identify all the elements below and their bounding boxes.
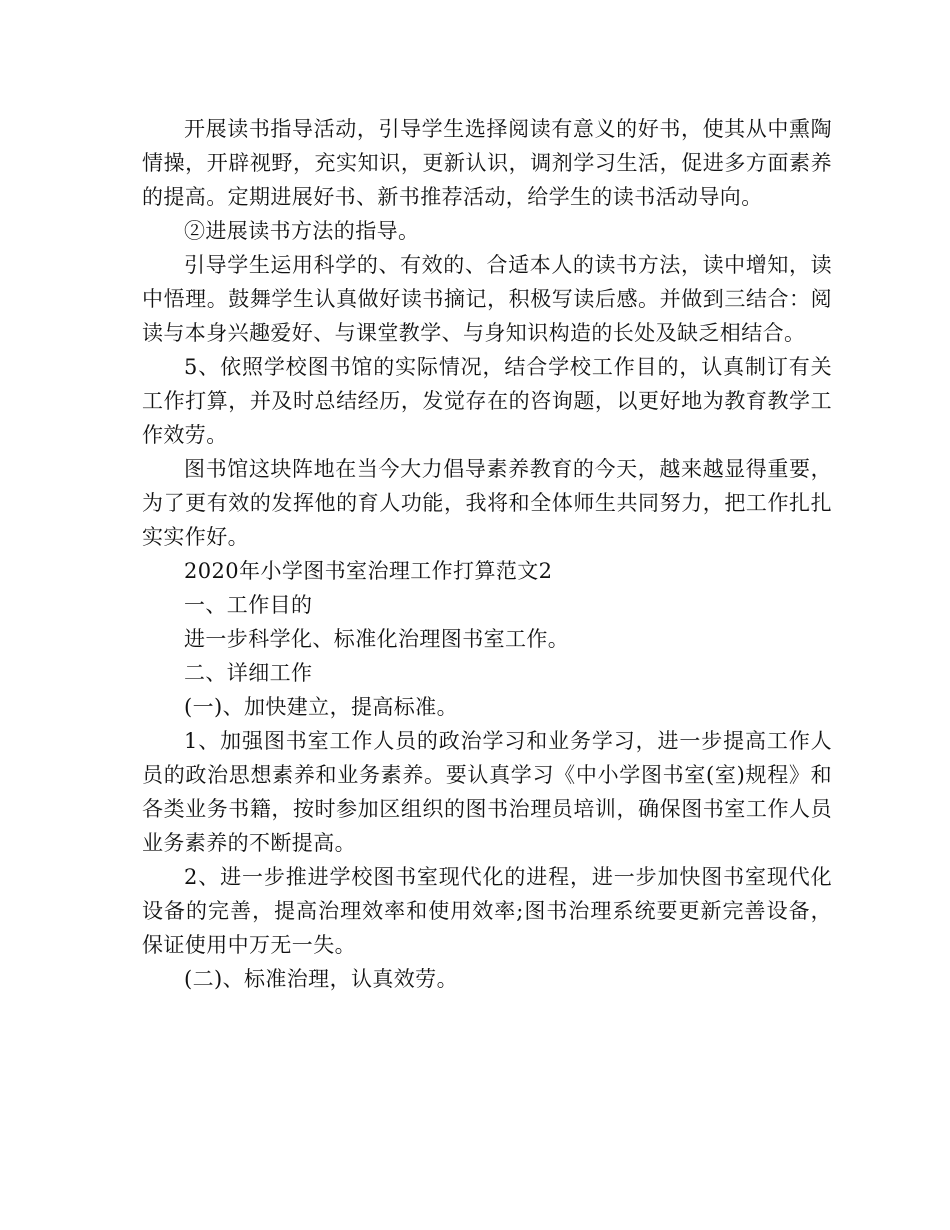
paragraph-reading-method: 引导学生运用科学的、有效的、合适本人的读书方法，读中增知，读中悟理。鼓舞学生认真做好读书摘记，积极写读后感。并做到三结合：阅读与本身兴趣爱好、与课堂教学、与身知识构造的长处及缺乏相结合。 (142, 253, 832, 345)
paragraph-reading-method-heading: ②进展读书方法的指导。 (184, 219, 420, 243)
heading-work-goal: 一、工作目的 (184, 593, 313, 617)
paragraph-conclusion: 图书馆这块阵地在当今大力倡导素养教育的今天，越来越显得重要，为了更有效的发挥他的育人功能，我将和全体师生共同努力，把工作扎扎实实作好。 (142, 457, 832, 549)
section-title: 2020年小学图书室治理工作打算范文2 (184, 559, 553, 583)
subheading-build-standards: (一)、加快建立，提高标准。 (184, 695, 458, 719)
paragraph-item-1: 1、加强图书室工作人员的政治学习和业务学习，进一步提高工作人员的政治思想素养和业务素养。要认真学习《中小学图书室(室)规程》和各类业务书籍，按时参加区组织的图书治理员培训，确保图书室工作人员业务素养的不断提高。 (142, 729, 832, 855)
subheading-standard-management: (二)、标准治理，认真效劳。 (184, 967, 458, 991)
heading-detailed-work: 二、详细工作 (184, 661, 313, 685)
paragraph-item-2: 2、进一步推进学校图书室现代化的进程，进一步加快图书室现代化设备的完善，提高治理效率和使用效率;图书治理系统要更新完善设备，保证使用中万无一失。 (142, 865, 832, 957)
paragraph-reading-guidance: 开展读书指导活动，引导学生选择阅读有意义的好书，使其从中熏陶情操，开辟视野，充实知识，更新认识，调剂学习生活，促进多方面素养的提高。定期进展好书、新书推荐活动，给学生的读书活动导向。 (142, 117, 832, 209)
document-body (142, 112, 832, 996)
paragraph-item-5: 5、依照学校图书馆的实际情况，结合学校工作目的，认真制订有关工作打算，并及时总结经历，发觉存在的咨询题，以更好地为教育教学工作效劳。 (142, 355, 832, 447)
paragraph-work-goal: 进一步科学化、标准化治理图书室工作。 (184, 627, 570, 651)
